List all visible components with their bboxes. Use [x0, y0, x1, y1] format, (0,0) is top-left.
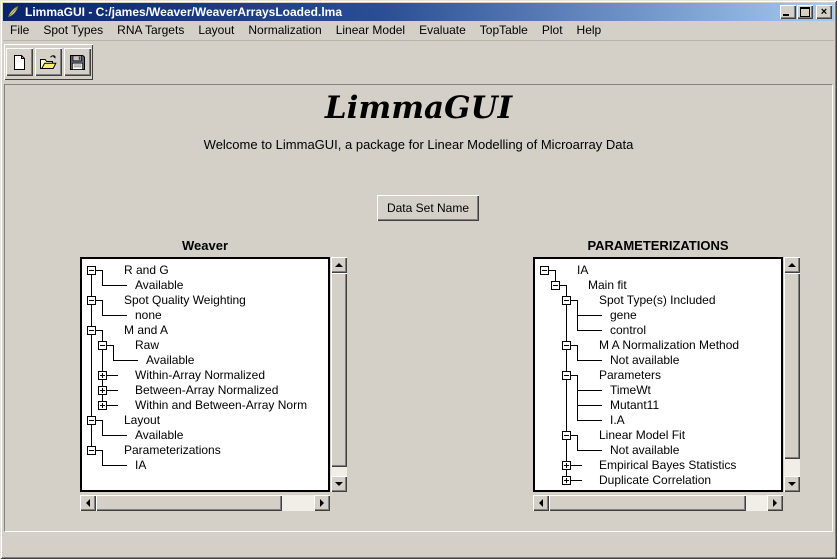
parameterizations-tree[interactable] — [533, 257, 783, 492]
vertical-scrollbar[interactable] — [331, 257, 347, 492]
menu-item-plot[interactable]: Plot — [541, 23, 563, 37]
tree-connector-line — [113, 345, 114, 360]
parameterizations-tree-header: PARAMETERIZATIONS — [587, 238, 729, 253]
tree-connector-line — [559, 285, 567, 286]
tree-node-m-a-normalization-method[interactable]: M A Normalization Method — [599, 338, 740, 352]
menu-item-spot-types[interactable]: Spot Types — [43, 23, 104, 37]
menu-item-linear-model[interactable]: Linear Model — [335, 23, 406, 37]
tree-node-r-and-g[interactable]: R and G — [124, 263, 169, 277]
new-file-icon — [11, 54, 28, 71]
horizontal-scrollbar[interactable] — [533, 495, 783, 511]
menu-item-toptable[interactable]: TopTable — [479, 23, 528, 37]
tree-connector-line — [106, 390, 118, 391]
tree-connector-line — [102, 435, 127, 436]
tree-connector-line — [102, 300, 103, 315]
tree-connector-line — [102, 315, 127, 316]
window-controls — [779, 5, 832, 19]
tree-node-linear-model-fit[interactable]: Linear Model Fit — [599, 428, 686, 442]
menu-bar — [3, 21, 834, 41]
tk-feather-icon — [6, 5, 20, 19]
tree-connector-line — [570, 345, 578, 346]
parameterizations-tree-panel — [533, 238, 801, 516]
tree-connector-line — [577, 390, 602, 391]
tree-connector-line — [577, 450, 602, 451]
menu-item-normalization[interactable]: Normalization — [248, 23, 322, 37]
tree-node-between-array-normalized[interactable]: Between-Array Normalized — [135, 383, 279, 397]
menu-item-file[interactable]: File — [10, 23, 30, 37]
tree-node-within-array-normalized[interactable]: Within-Array Normalized — [135, 368, 266, 382]
tree-node-parameterizations[interactable]: Parameterizations — [124, 443, 221, 457]
vertical-scrollbar[interactable] — [784, 257, 800, 492]
tree-node-empirical-bayes-statistics[interactable]: Empirical Bayes Statistics — [599, 458, 737, 472]
tree-connector-line — [102, 270, 103, 285]
save-file-button[interactable] — [64, 48, 91, 76]
tree-node-within-and-between-array-norm[interactable]: Within and Between-Array Norm — [135, 398, 308, 412]
weaver-tree-header: Weaver — [181, 238, 228, 253]
tree-node-mutant11[interactable]: Mutant11 — [610, 398, 660, 412]
tree-node-ia[interactable]: IA — [577, 263, 589, 277]
menu-item-rna-targets[interactable]: RNA Targets — [117, 23, 185, 37]
status-strip — [4, 534, 833, 554]
tree-node-timewt[interactable]: TimeWt — [610, 383, 651, 397]
open-file-icon — [39, 54, 58, 71]
tree-connector-line — [566, 285, 567, 480]
tree-node-available[interactable]: Available — [135, 278, 184, 292]
tree-connector-line — [570, 300, 578, 301]
scroll-down-icon[interactable] — [784, 476, 800, 492]
tree-connector-line — [577, 375, 578, 420]
tree-collapse-toggle-icon[interactable] — [87, 296, 96, 305]
tree-connector-line — [570, 375, 578, 376]
scroll-left-icon[interactable] — [533, 495, 549, 511]
tree-node-not-available[interactable]: Not available — [610, 353, 680, 367]
tree-connector-line — [106, 345, 114, 346]
tree-connector-line — [95, 330, 103, 331]
tree-connector-line — [102, 285, 127, 286]
tree-collapse-toggle-icon[interactable] — [562, 341, 571, 350]
tree-collapse-toggle-icon[interactable] — [87, 446, 96, 455]
tree-node-available[interactable]: Available — [146, 353, 195, 367]
tree-collapse-toggle-icon[interactable] — [87, 266, 96, 275]
data-set-name-button[interactable]: Data Set Name — [377, 195, 479, 221]
tree-collapse-toggle-icon[interactable] — [540, 266, 549, 275]
weaver-tree[interactable] — [80, 257, 330, 492]
tree-connector-line — [102, 465, 127, 466]
tree-node-gene[interactable]: gene — [610, 308, 637, 322]
tree-connector-line — [577, 330, 602, 331]
tree-expand-toggle-icon[interactable] — [98, 401, 107, 410]
tree-connector-line — [577, 405, 602, 406]
scroll-right-icon[interactable] — [767, 495, 783, 511]
tree-collapse-toggle-icon[interactable] — [551, 281, 560, 290]
tree-node-i-a[interactable]: I.A — [610, 413, 625, 427]
tree-connector-line — [95, 270, 103, 271]
tree-collapse-toggle-icon[interactable] — [562, 371, 571, 380]
title-bar[interactable] — [3, 3, 834, 21]
tree-connector-line — [106, 405, 118, 406]
scroll-up-icon[interactable] — [331, 257, 347, 273]
vertical-scroll-thumb[interactable] — [331, 273, 347, 467]
weaver-tree-panel — [80, 238, 348, 516]
minimize-window-icon[interactable] — [780, 5, 796, 19]
tree-connector-line — [113, 360, 138, 361]
tree-node-control[interactable]: control — [610, 323, 647, 337]
save-file-icon — [69, 54, 86, 71]
tree-node-m-and-a[interactable]: M and A — [124, 323, 169, 337]
tree-collapse-toggle-icon[interactable] — [98, 341, 107, 350]
vertical-scroll-thumb[interactable] — [784, 273, 800, 459]
tree-node-not-available[interactable]: Not available — [610, 443, 680, 457]
tree-connector-line — [577, 315, 602, 316]
tree-collapse-toggle-icon[interactable] — [87, 326, 96, 335]
tree-node-available[interactable]: Available — [135, 428, 184, 442]
tree-connector-line — [106, 375, 118, 376]
menu-item-evaluate[interactable]: Evaluate — [419, 23, 466, 37]
tree-node-layout[interactable]: Layout — [124, 413, 161, 427]
welcome-text: Welcome to LimmaGUI, a package for Linear Modelling of Microarray Data — [203, 137, 634, 152]
tree-connector-line — [577, 360, 602, 361]
tree-connector-line — [577, 435, 578, 450]
menu-item-layout[interactable]: Layout — [198, 23, 235, 37]
tree-expand-toggle-icon[interactable] — [562, 461, 571, 470]
tree-collapse-toggle-icon[interactable] — [562, 296, 571, 305]
tree-connector-line — [548, 270, 556, 271]
horizontal-scroll-thumb[interactable] — [549, 495, 746, 511]
tree-expand-toggle-icon[interactable] — [98, 371, 107, 380]
tree-connector-line — [577, 345, 578, 360]
menu-item-help[interactable]: Help — [576, 23, 602, 37]
tree-connector-line — [95, 420, 103, 421]
tree-node-raw[interactable]: Raw — [135, 338, 160, 352]
tree-node-ia[interactable]: IA — [135, 458, 147, 472]
tree-expand-toggle-icon[interactable] — [98, 386, 107, 395]
tree-node-main-fit[interactable]: Main fit — [588, 278, 627, 292]
scroll-up-icon[interactable] — [784, 257, 800, 273]
tree-expand-toggle-icon[interactable] — [562, 476, 571, 485]
tree-connector-line — [102, 450, 103, 465]
tree-connector-line — [95, 450, 103, 451]
horizontal-scroll-thumb[interactable] — [96, 495, 282, 511]
tree-node-parameters[interactable]: Parameters — [599, 368, 662, 382]
tree-node-spot-quality-weighting[interactable]: Spot Quality Weighting — [124, 293, 246, 307]
open-file-button[interactable] — [35, 48, 62, 76]
tree-connector-line — [570, 480, 582, 481]
tree-connector-line — [570, 465, 582, 466]
tree-collapse-toggle-icon[interactable] — [87, 416, 96, 425]
tree-connector-line — [102, 420, 103, 435]
new-file-button[interactable] — [6, 48, 33, 76]
tree-collapse-toggle-icon[interactable] — [562, 431, 571, 440]
tree-connector-line — [570, 435, 578, 436]
window-title: LimmaGUI - C:/james/Weaver/WeaverArraysLoaded.lma — [25, 5, 343, 19]
horizontal-scrollbar[interactable] — [80, 495, 330, 511]
tree-node-none[interactable]: none — [135, 308, 162, 322]
tree-connector-line — [577, 420, 602, 421]
close-window-icon[interactable]: × — [816, 5, 832, 19]
scroll-left-icon[interactable] — [80, 495, 96, 511]
tree-node-spot-type-s-included[interactable]: Spot Type(s) Included — [599, 293, 716, 307]
tree-node-duplicate-correlation[interactable]: Duplicate Correlation — [599, 473, 712, 487]
tree-connector-line — [95, 300, 103, 301]
scroll-right-icon[interactable] — [314, 495, 330, 511]
maximize-window-icon[interactable] — [797, 5, 813, 19]
scroll-down-icon[interactable] — [331, 476, 347, 492]
app-heading: LimmaGUI — [324, 90, 513, 126]
toolbar — [4, 44, 93, 80]
